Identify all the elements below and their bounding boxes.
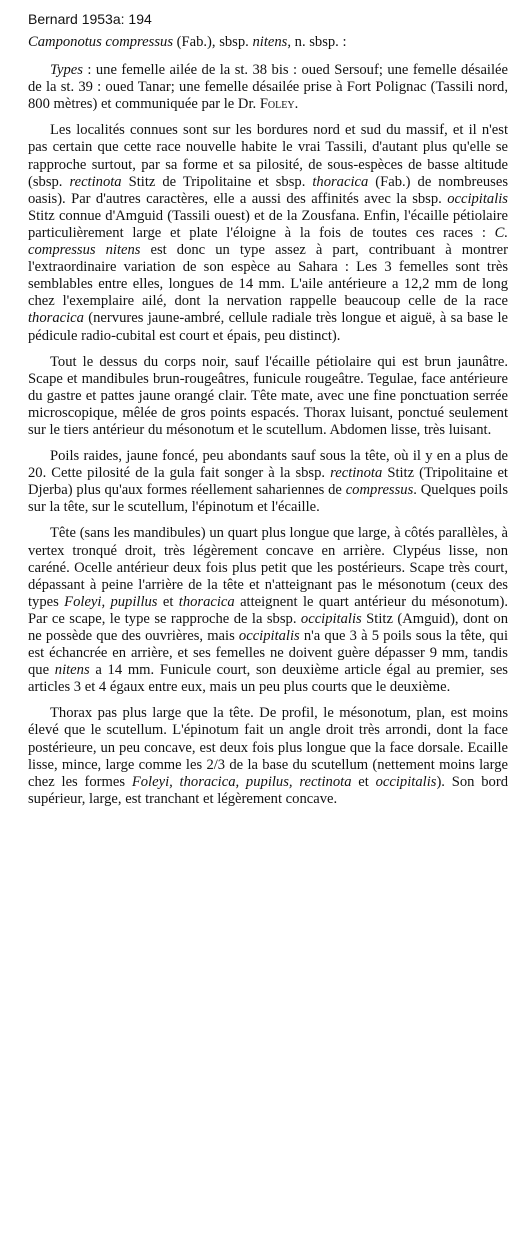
text-run: Tout le dessus du corps noir, sauf l'écaille pétiolaire qui est brun jaunâtre. Scape et mandibules brun-rougeâtres, funicule rougeâtre. Tegulae, face antérieure du gastre et pattes jaune orangé clair. Tête mate, avec une fine ponctuation serrée microscopique, mêlée de gros points espacés. Thorax luisant, ponctué seulement sur le tiers antérieur du mésonotum et le scutellum. Abdomen lisse, très luisant. [28,353,508,438]
taxon-name: Foleyi, pupillus [64,593,158,610]
taxon-name: rectinota [69,173,122,190]
paragraph-pilosity [28,448,508,516]
text-run: Stitz (Tripolitaine et Djerba) plus qu'aux formes réellement sahariennes de [28,465,508,499]
text-run: Stitz de Tripolitaine et sbsp. [121,173,313,190]
taxon-author: (Fab.), sbsp. [173,34,253,50]
text-run: : une femelle ailée de la st. 38 bis : oued Sersouf; une femelle désailée de la st. 39 : oued Tanar; une femelle désailée prise à Fort Polignac (Tassili nord, 800 mètres) et communiquée par le Dr. [28,62,508,113]
text-run: (Fab.) de nombreuses oasis). Par d'autres caractères, elle a aussi des affinités avec la sbsp. [28,173,508,207]
text-run: et [157,593,179,610]
taxon-name: C. compressus nitens [28,224,508,259]
paragraph-localities [28,122,508,344]
text-run: Stitz (Amguid), dont on ne possède que des ouvrières, mais [28,610,508,644]
taxon-tail: , n. sbsp. : [287,34,347,50]
taxon-subspecies: nitens [252,34,288,50]
types-label: Types [50,62,83,79]
paragraph-thorax [28,705,508,808]
taxon-title [28,34,508,51]
taxon-name: compressus [345,482,414,499]
text-run: Stitz connue d'Amguid (Tassili ouest) et de la Zousfana. Enfin, l'écaille pétiolaire particulièrement large et plate l'éloigne à la fois de toutes ces races : [28,207,508,241]
taxon-species: Camponotus compressus [28,34,173,50]
taxon-name: thoracica [28,310,84,327]
paragraph-coloration [28,354,508,439]
taxon-name: thoracica [178,593,235,610]
taxon-name: Foleyi, thoracica, pupilus, rectinota [131,773,352,790]
text-run: a 14 mm. Funicule court, son deuxième article égal au premier, ses articles 3 et 4 égaux entre eux, mais un peu plus courts que le deuxième. [28,662,508,696]
paragraph-head [28,525,508,696]
paragraph-types [28,62,508,113]
collector-name: Foley [259,96,295,113]
text-run: (nervures jaune-ambré, cellule radiale très longue et aiguë, à sa base le pédicule radio-cubital est court et épais, peu distinct). [28,310,508,344]
taxon-name: occipitalis [238,628,300,644]
text-run: . [294,96,299,113]
text-run: n'a que 3 à 5 poils sous la tête, qui est échancrée en arrière, et ses femelles ne doivent guère dépasser 9 mm, tandis que [28,628,509,679]
text-run: Tête (sans les mandibules) un quart plus longue que large, à côtés parallèles, à vertex tronqué droit, très légèrement concave en arrière. Clypéus lisse, non caréné. Ocelle antérieur deux fois plus petit que les postérieurs. Scape très court, dépassant à peine l'arrière de la tête et n'atteignant pas le mésonotum (ceux des types [28,525,508,610]
taxon-name: rectinota [330,465,383,482]
taxon-name: occipitalis [375,773,437,790]
text-run: Les localités connues sont sur les bordures nord et sud du massif, et il n'est pas certain que cette race nouvelle habite le vrai Tassili, d'autant plus qu'elle se rapproche surtout, par sa forme et sa pilosité, de sous-espèces de basse altitude (sbsp. [28,122,508,190]
text-run: et [351,773,376,790]
text-run: . Quelques poils sur la tête, sur le scutellum, l'épinotum et l'écaille. [28,482,508,516]
citation-header: Bernard 1953a: 194 [28,11,152,27]
taxon-name: thoracica [312,173,369,190]
document-body [28,34,508,808]
taxon-name: occipitalis [447,190,508,207]
text-run: Poils raides, jaune foncé, peu abondants sauf sous la tête, où il y en a plus de 20. Cette pilosité de la gula fait songer à la sbsp. [28,448,508,482]
text-run: ). Son bord supérieur, large, est tranchant et légèrement concave. [28,773,508,807]
taxon-name: nitens [54,662,90,679]
taxon-name: occipitalis [300,610,362,627]
text-run: Thorax pas plus large que la tête. De profil, le mésonotum, plan, est moins élevé que le scutellum. L'épinotum fait un angle droit très arrondi, dont la face postérieure, un peu concave, est deux fois plus longue que la face dorsale. Ecaille lisse, mince, large comme les 2/3 de la base du scutellum (nettement moins large chez les formes [28,705,508,790]
text-run: est donc un type assez à part, contribuant à montrer l'extraordinaire variation de son espèce au Sahara : Les 3 femelles sont très semblables entre elles, longues de 14 mm. L'aile antérieure a 12,2 mm de long chez l'exemplaire ailé, dont la nervation rappelle beaucoup celle de la race [28,242,508,310]
text-run: atteignent le quart antérieur du mésonotum). Par ce scape, le type se rapproche de la sbsp. [28,593,508,627]
